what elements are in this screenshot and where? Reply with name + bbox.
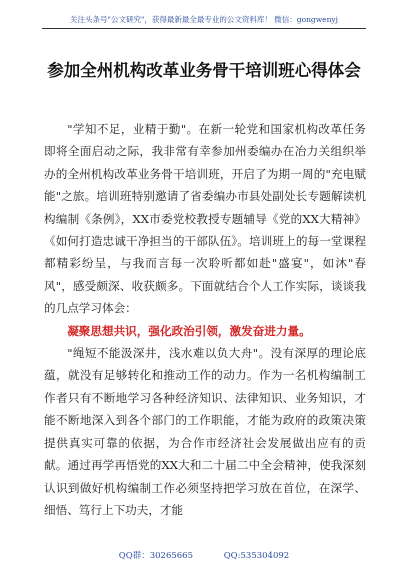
section-paragraph: "绳短不能汲深井，浅水难以负大舟"。没有深厚的理论底蕴，就没有足够转化和推动工作的动力。作为一名机构编制工作者只有不断地学习各种经济知识、法律知识、业务知识，才能不断地深入到各个部门的工作职能，才能为政府的政策决策提供真实可靠的依据，为合作市经济社会发展做出应有的贡献。通过再学再悟党的XX大和二十届二中全会精神，使我深刻认识到做好机构编制工作必须坚持把学习放在首位，在深学、细悟、笃行上下功夫，才能: [44, 346, 366, 517]
page-footer: [0, 549, 408, 561]
document-body: [44, 118, 366, 521]
footer-qq: QQ:535304092: [223, 551, 290, 561]
footer-qq-group: QQ群：30265665: [118, 551, 193, 561]
document-title: 参加全州机构改革业务骨干培训班心得体会: [47, 61, 361, 80]
section-heading: 凝聚思想共识，强化政治引领，激发奋进力量。: [67, 323, 311, 338]
page-header-banner: 关注头条号"公文研究"，获得最新最全最专业的公文资料库！ 微信：gongwenyj: [42, 14, 366, 29]
intro-paragraph: "学知不足，业精于勤"。在新一轮党和国家机构改革任务即将全面启动之际，我非常有幸参加州委编办在冶力关组织举办的全州机构改革业务骨干培训班，开启了为期一周的"充电赋能"之旅。培训班特别邀请了省委编办市县处副处长专题解读机构编制《条例》，XX市委党校教授专题辅导《党的XX大精神》《如何打造忠诚干净担当的干部队伍》。培训班上的每一堂课程都精彩纷呈，与我而言每一次聆听都如赴"盛宴"，如沐"春风"，感受颇深、收获颇多。下面就结合个人工作实际，谈谈我的几点学习体会：: [44, 122, 366, 316]
